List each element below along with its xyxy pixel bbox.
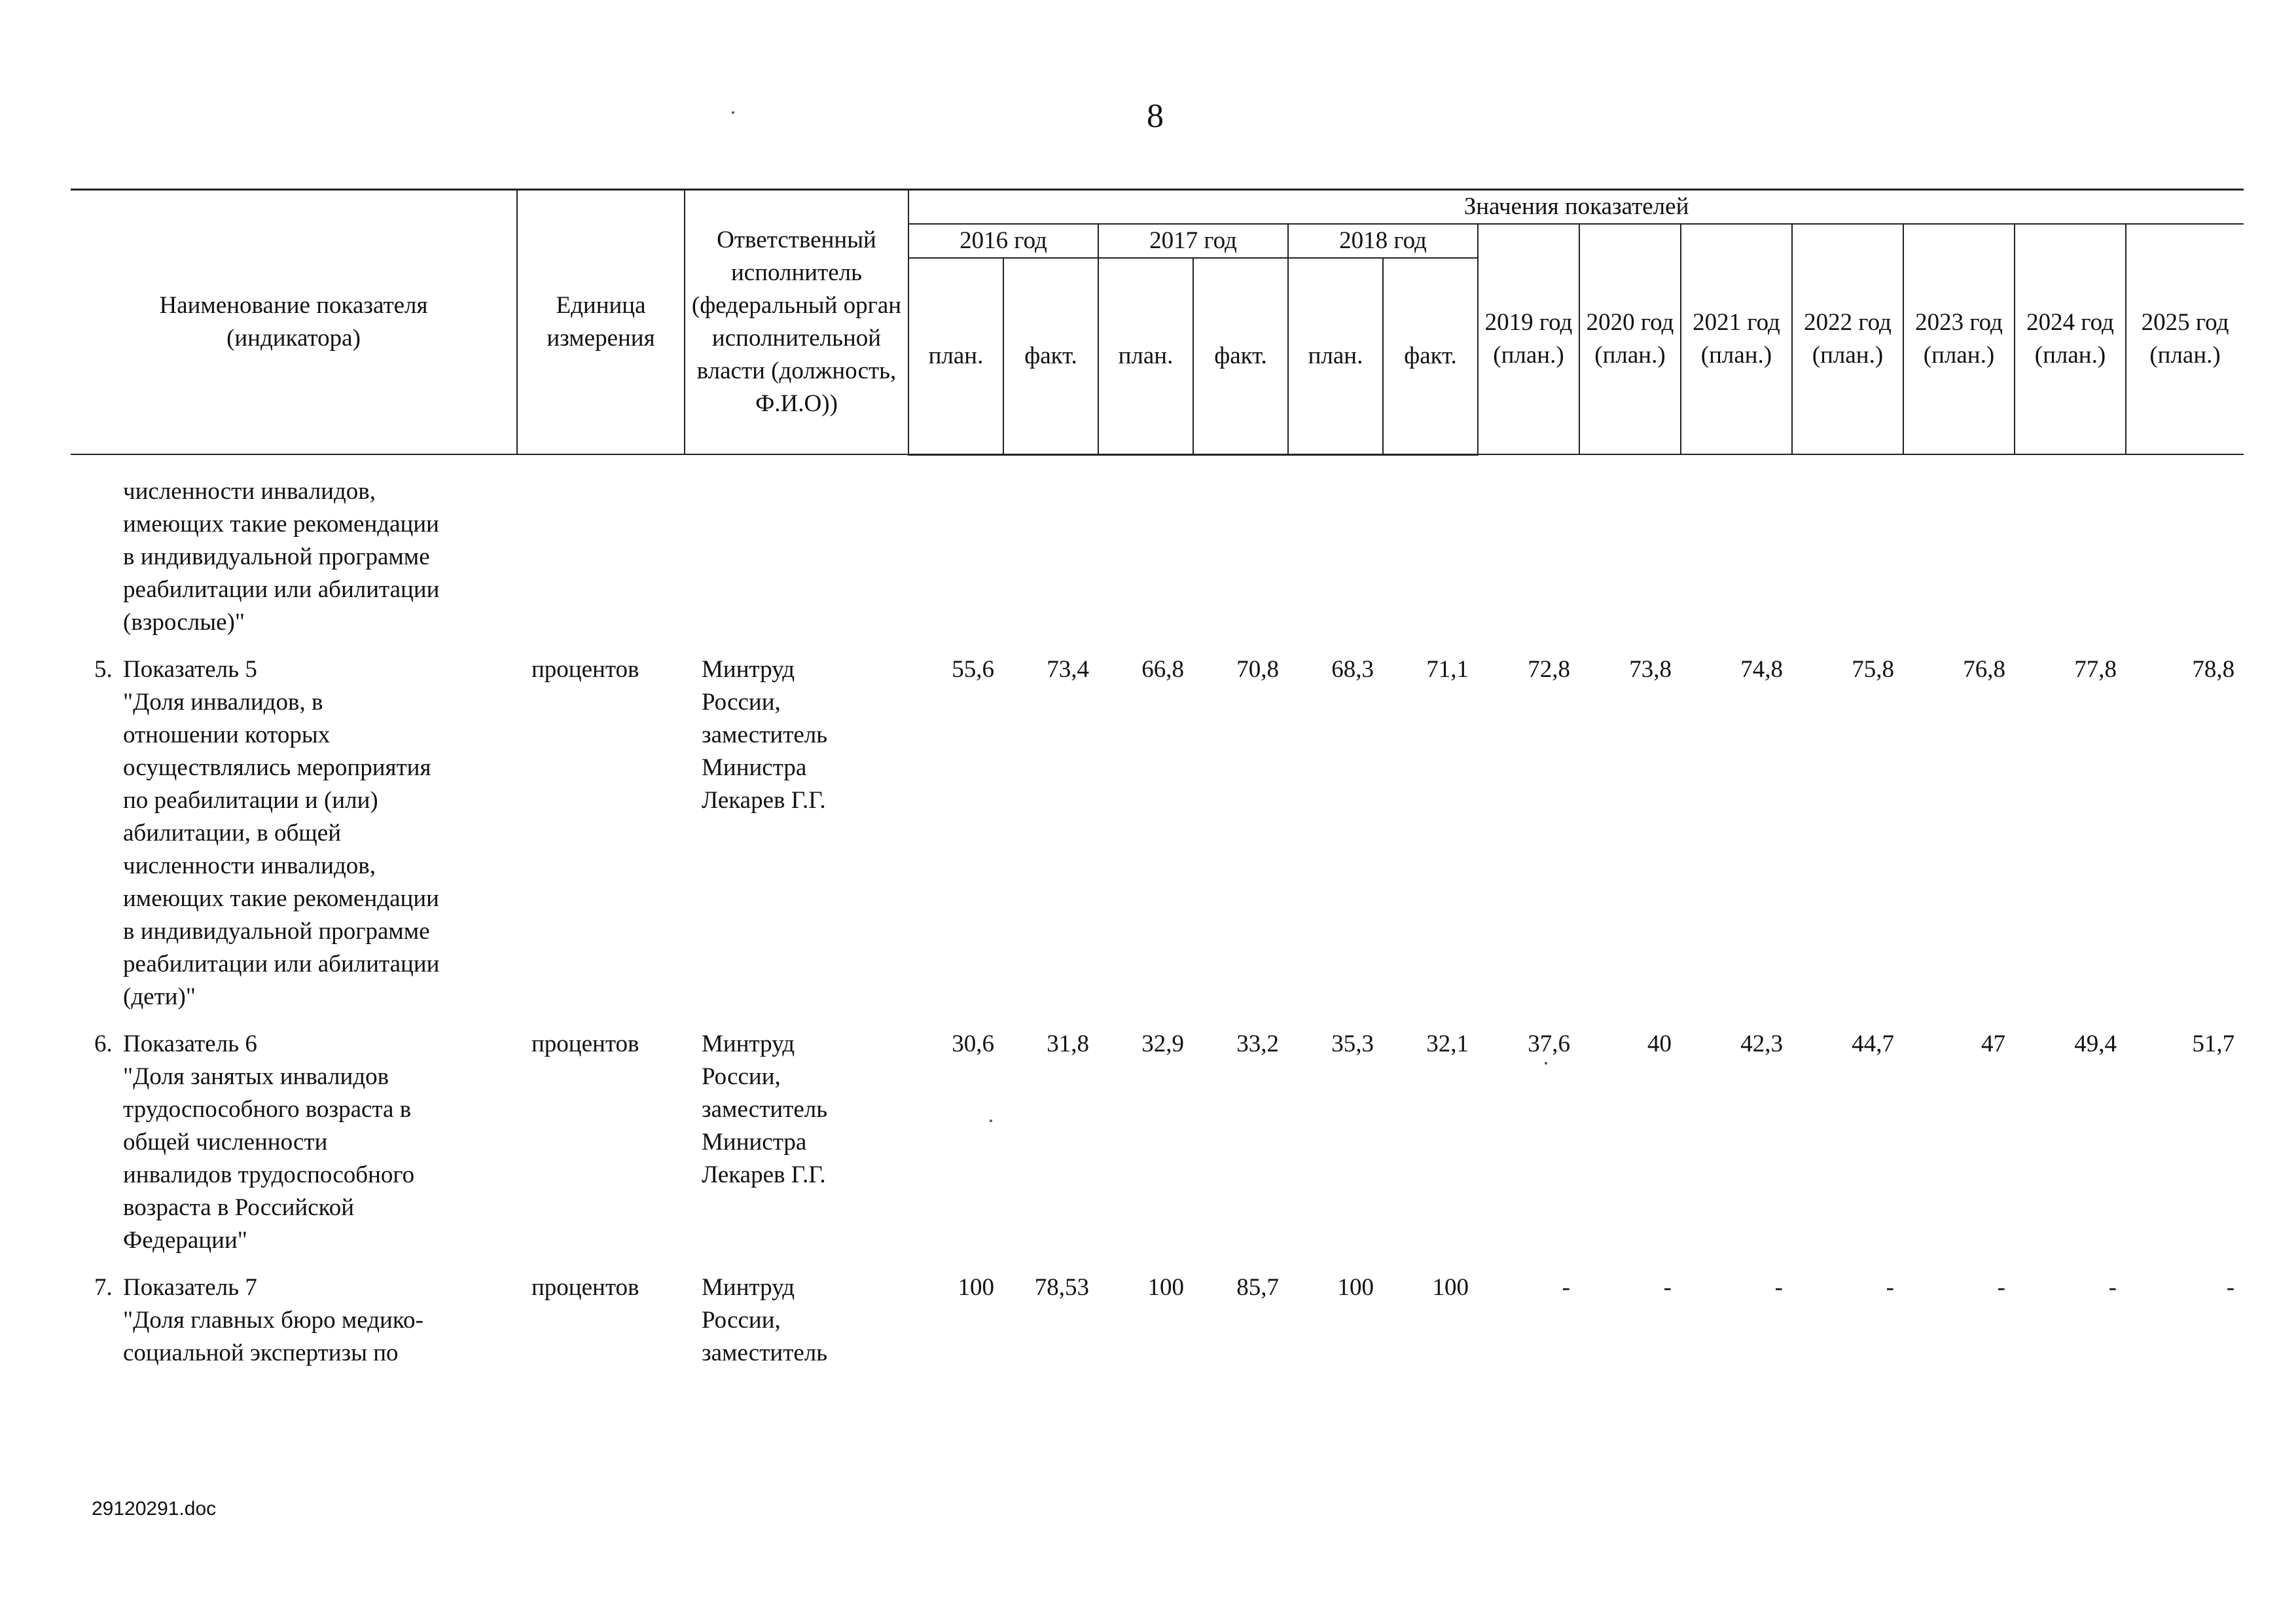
row-gap [71,1013,2244,1028]
table-row [71,1271,2244,1370]
header-year-2016: 2016 год [908,224,1098,258]
value-cell: 100 [1432,1273,1469,1301]
row-gap-cell [71,1257,2244,1271]
header-year-2017: 2017 год [1098,224,1288,258]
indicator-name-wrap [71,653,517,1013]
value-cell [1681,475,1792,639]
row-gap-cell [71,639,2244,653]
value-cell: 73,4 [1047,655,1089,683]
value-cell [1288,475,1383,639]
indicators-table [71,189,2244,1384]
value-cell: 51,7 [2192,1030,2235,1057]
value-cell: 40 [1647,1030,1672,1057]
value-cell [1579,475,1681,639]
table-row [71,1028,2244,1257]
value-cell: 100 [958,1273,994,1301]
header-2021: 2021 год (план.) [1681,224,1792,454]
value-cell: 42,3 [1740,1030,1783,1057]
value-cell: 33,2 [1236,1030,1279,1057]
row-gap-cell [71,1013,2244,1028]
value-cell: 77,8 [2074,655,2117,683]
scan-speck [732,111,734,114]
executor-cell [685,475,908,639]
header-2025: 2025 год (план.) [2126,224,2244,454]
header-2020: 2020 год (план.) [1579,224,1681,454]
indicator-name: Показатель 5 "Доля инвалидов, в отношении которых осуществлялись мероприятия по реабилитации и (или) абилитации, в общей численности инвалидов, имеющих такие рекомендации в индивидуальной программе реабилитации или абилитации (дети)" [123,655,440,1010]
header-2024: 2024 год (план.) [2015,224,2126,454]
value-cell: 71,1 [1426,655,1469,683]
value-cell: 74,8 [1740,655,1783,683]
value-cell: - [1997,1273,2005,1301]
indicator-name: Показатель 6 "Доля занятых инвалидов трудоспособного возраста в общей численности инвалидов трудоспособного возраста в Российской Федерации" [123,1030,415,1254]
value-cell: 47 [1981,1030,2005,1057]
value-cell [1383,475,1478,639]
value-cell: 76,8 [1963,655,2005,683]
value-cell [1193,475,1288,639]
header-year-2018: 2018 год [1288,224,1478,258]
value-cell: 72,8 [1528,655,1570,683]
header-2016-plan: план. [908,258,1003,454]
value-cell: 70,8 [1236,655,1279,683]
table-header [71,190,2244,455]
page-number: 8 [1147,98,1164,135]
header-2018-plan: план. [1288,258,1383,454]
spacer-cell [71,454,2244,475]
table-body [71,454,2244,1384]
value-cell: - [2226,1273,2235,1301]
value-cell: 100 [1337,1273,1374,1301]
header-2017-fact: факт. [1193,258,1288,454]
value-cell [908,475,1003,639]
value-cell: - [1562,1273,1570,1301]
value-cell: - [1886,1273,1894,1301]
row-index: 7. [94,1273,113,1301]
value-cell: 49,4 [2074,1030,2117,1057]
row-gap [71,1370,2244,1384]
value-cell: 32,1 [1426,1030,1469,1057]
value-cell: 66,8 [1141,655,1184,683]
indicator-name-wrap [71,475,517,639]
value-cell: - [1663,1273,1672,1301]
value-cell: 78,53 [1034,1273,1089,1301]
indicator-name-cell [71,1271,517,1370]
header-values-group: Значения показателей [908,190,2244,225]
value-cell [1903,475,2015,639]
value-cell: 37,6 [1528,1030,1570,1057]
footer-file-name: 29120291.doc [92,1498,217,1520]
value-cell: 85,7 [1236,1273,1279,1301]
value-cell [2126,475,2244,639]
table-row [71,653,2244,1013]
value-cell: - [1774,1273,1783,1301]
value-cell [2015,475,2126,639]
header-2019: 2019 год (план.) [1478,224,1579,454]
value-cell [1098,475,1193,639]
indicator-name: Показатель 7 "Доля главных бюро медико- социальной экспертизы по [123,1273,423,1366]
value-cell: 55,6 [952,655,994,683]
value-cell [1003,475,1098,639]
value-cell: 100 [1147,1273,1184,1301]
row-index: 6. [94,1030,113,1057]
indicator-name: численности инвалидов, имеющих такие рекомендации в индивидуальной программе реабилитации или абилитации (взрослые)" [123,477,440,636]
value-cell: 73,8 [1629,655,1672,683]
row-gap [71,1257,2244,1271]
value-cell: 32,9 [1141,1030,1184,1057]
executor-cell: Минтруд России, заместитель Министра Лекарев Г.Г. [702,1030,828,1188]
indicator-name-cell [71,1028,517,1257]
header-2017-plan: план. [1098,258,1193,454]
row-gap-cell [71,1370,2244,1384]
value-cell [1478,475,1579,639]
executor-cell: Минтруд России, заместитель Министра Лекарев Г.Г. [702,655,828,814]
unit-cell [517,475,685,639]
row-index: 5. [94,655,113,683]
header-2016-fact: факт. [1003,258,1098,454]
header-2023: 2023 год (план.) [1903,224,2015,454]
value-cell: 68,3 [1331,655,1374,683]
value-cell: 78,8 [2192,655,2235,683]
unit-cell: процентов [531,1273,639,1301]
indicator-name-cell [71,653,517,1013]
row-gap [71,639,2244,653]
value-cell: 30,6 [952,1030,994,1057]
value-cell: 31,8 [1047,1030,1089,1057]
value-cell: 75,8 [1852,655,1894,683]
unit-cell: процентов [531,1030,639,1057]
executor-cell: Минтруд России, заместитель [702,1273,828,1366]
header-name-col: Наименование показателя (индикатора) [71,190,517,455]
unit-cell: процентов [531,655,639,683]
indicator-name-cell [71,475,517,639]
header-2022: 2022 год (план.) [1792,224,1903,454]
header-2018-fact: факт. [1383,258,1478,454]
indicator-name-wrap [71,1271,517,1370]
value-cell: 35,3 [1331,1030,1374,1057]
value-cell: 44,7 [1852,1030,1894,1057]
value-cell: - [2108,1273,2117,1301]
spacer-row [71,454,2244,475]
indicator-name-wrap [71,1028,517,1257]
header-executor-col: Ответственный исполнитель (федеральный орган исполнительной власти (должность, Ф.И.О)) [685,190,908,455]
table-row [71,475,2244,639]
value-cell [1792,475,1903,639]
header-unit-col: Единица измерения [517,190,685,455]
